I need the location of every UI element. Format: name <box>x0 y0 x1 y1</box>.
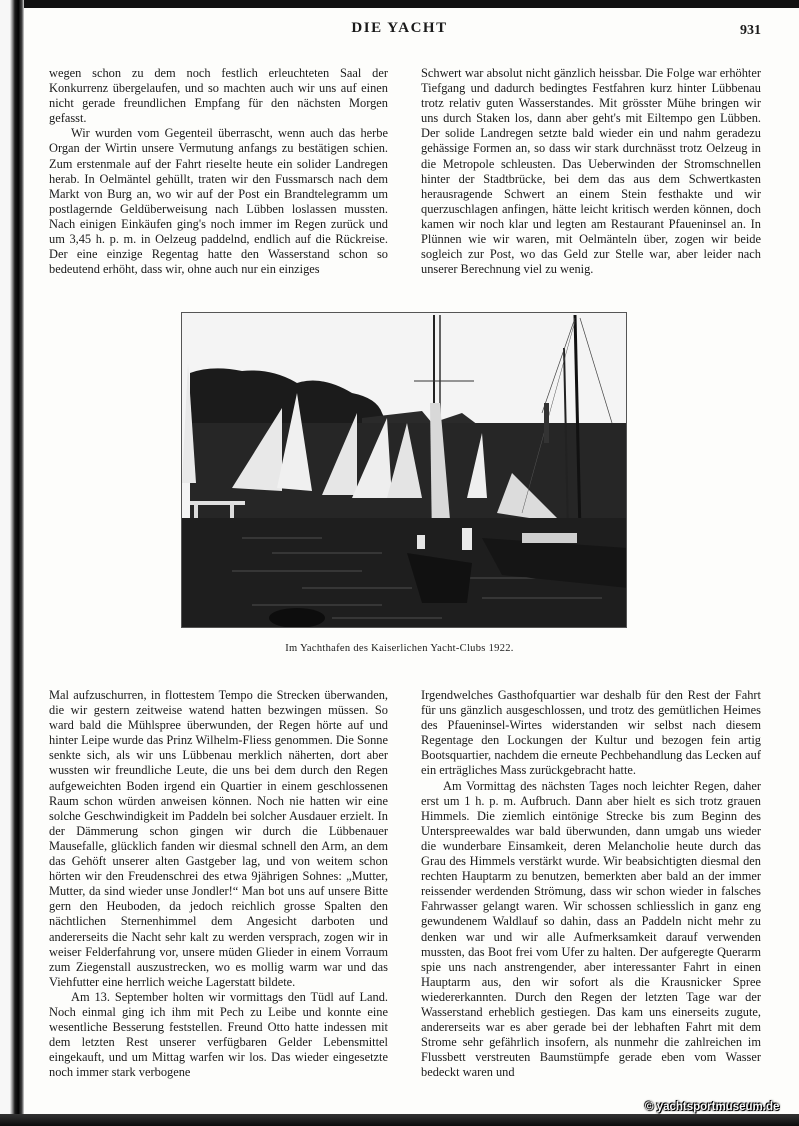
paragraph: Schwert war absolut nicht gänzlich heissbar. Die Folge war erhöhter Tiefgang und dadurch bedingtes Festfahren kurz hinter Lübbenau trotz relativ guten Wasserstandes. Mit grösster Mühe bringen wir uns durch Staken los, dann aber geht's mit Eiltempo gen Lübben. Der solide Landregen setzte bald wieder ein und nahm geradezu gehässige Formen an, so dass wir stark durchnässt trotz Oelzeug in die Metropole schleusten. Das Ueberwinden der Stromschnellen hinter der Stadtbrücke, bei dem das aus dem Schwertkasten herausragende Schwert an einem Stein festhakte und wir querzuschlagen anfingen, hätte leicht kritisch werden können, doch kamen wir noch klar und legten am Restaurant Pfaueninsel an. In Plünnen wie wir waren, mit Oelmänteln über, zogen wir beide sogleich zur Post, wo das Geld zur Stelle war, aber leider nach unserer Berechnung viel zu wenig. <box>421 66 761 277</box>
paragraph: Am Vormittag des nächsten Tages noch leichter Regen, daher erst um 1 h. p. m. Aufbruch. Dann aber hielt es sich trotz grauen Himmels. Die ziemlich eintönige Strecke bis zum Beginn des Unterspreewaldes war bald überwunden, dann umgab uns wieder die wunderbare Einsamkeit, deren Melancholie heute durch das Grau des Himmels verstärkt wurde. Wir beabsichtigten diesmal den rechten Hauptarm zu benutzen, bemerkten aber bald an der immer reissender werdenden Strömung, dass wir schon wieder in falsches Fahrwasser gelangt waren. Wir schossen schliesslich in ganz eng gewundenem Waldlauf so dahin, dass an Paddeln nicht mehr zu denken war und wir alle Aufmerksamkeit darauf verwenden mussten, das Boot frei vom Ufer zu halten. Der aufgeregte Querarm spie uns nach anstrengender, aber interessanter Fahrt in einen Hauptarm aus, den wir sofort als die Krausnicker Spree wiedererkannten. Durch den Regen der letzten Tage war der Wasserstand erheblich gestiegen. Das kam uns einerseits zugute, andererseits war es aber gerade bei der lebhaften Fahrt mit dem Strome sehr gefährlich insofern, als nunmehr die zahlreichen im Flussbett verstreuten Baumstümpfe gerade eben vom Wasser bedeckt waren und <box>421 778 761 1080</box>
binding-margin <box>0 0 10 1126</box>
yacht-harbor-photo-illustration <box>182 313 627 628</box>
paragraph: Wir wurden vom Gegenteil überrascht, wenn auch das herbe Organ der Wirtin unsere Vermutung anfangs zu bestätigen schien. Zum erstenmale auf der Fahrt rieselte heute ein solider Landregen herab. In Oelmäntel gehüllt, traten wir den Fussmarsch nach dem Markt von Burg an, wo wir auf der Post ein Brandtelegramm um postlagernde Geldüberweisung nach Lübben loslassen mussten. Nach einigen Einkäufen ging's noch immer im Regen zurück und um 3,45 h. p. m. in Oelzeug paddelnd, endlich auf die Rückreise. Der eine einzige Regentag hatte den Wasserstand schon so bedeutend erhöht, dass wir, ohne auch nur ein einziges <box>49 126 388 277</box>
book-binding-shadow <box>10 0 24 1126</box>
paragraph: Mal aufzuschurren, in flottestem Tempo die Strecken überwanden, die wir gestern zeitweise watend hatten bezwingen müssen. So ward bald die Mühlspree überwunden, der Regen hörte auf und hinter Leipe wurde das Prinz Wilhelm-Fliess genommen. Die Sonne senkte sich, als wir uns Lübbenau merklich näherten, dort aber wussten wir freundliche Leute, die uns bei dem durch den Regen aufgeweichten Boden irgend ein Quartier in einem geschlossenen Raum schon würden anweisen können. Noch nie hatten wir eine solche Geschwindigkeit im Paddeln bei solcher Ausdauer erzielt. In der Dämmerung schon gingen wir durch die Lübbenauer Mausefalle, glücklich fanden wir diesmal schnell den Arm, an dem das Gehöft unserer alten Gastgeber lag, und von weitem schon hörten wir den Freudenschrei des etwa 9jährigen Sohnes: „Mutter, Mutter, da sind wieder unse Jondler!“ Man bot uns auf unsere Bitte gern den Heuboden, da jedoch reichlich grosse Spalten den nächtlichen Sternenhimmel dem Angesicht darboten und andererseits die Nacht sehr kalt zu werden versprach, zogen wir in weiser Felderfahrung vor, unsere müden Glieder in einem Vorraum zum Ziegenstall auszustrecken, wo es mollig warm war und das Viehfutter eine herrlich weiche Lagerstatt bildete. <box>49 688 388 989</box>
column-bottom-left <box>49 688 388 1080</box>
scan-bottom-edge <box>0 1114 799 1126</box>
running-head-title: DIE YACHT <box>351 20 448 36</box>
paragraph: Irgendwelches Gasthofquartier war deshalb für den Rest der Fahrt für uns gänzlich ausgeschlossen, und trotz des gemütlichen Heimes des Pfaueninsel-Wirtes widerstanden wir selbst nach diesem Regentage den Lockungen der Kultur und bezogen fein artig Bootsquartier, nachdem die erneute Pechbehandlung das Lecken auf ein erträgliches Mass zurückgebracht hatte. <box>421 688 761 778</box>
page-number: 931 <box>740 23 761 38</box>
scan-top-edge <box>0 0 799 8</box>
paragraph: Am 13. September holten wir vormittags den Tüdl auf Land. Noch einmal ging ich ihm mit Pech zu Leibe und konnte eine wesentliche Besserung feststellen. Freund Otto hatte indessen mit dem letzten Rest unserer verfügbaren Gelder Lebensmittel eingekauft, und um Mittag warfen wir los. Das wieder eingesetzte noch immer stark verbogene <box>49 989 388 1080</box>
column-top-left <box>49 66 388 277</box>
column-top-right <box>421 66 761 277</box>
harbor-photograph <box>181 312 627 628</box>
figure-caption: Im Yachthafen des Kaiserlichen Yacht-Clubs 1922. <box>285 643 514 654</box>
column-bottom-right <box>421 688 761 1080</box>
paragraph: wegen schon zu dem noch festlich erleuchteten Saal der Konkurrenz übergelaufen, und so machten auch wir uns auf einen nicht gerade freundlichen Empfang für den nächsten Morgen gefasst. <box>49 66 388 126</box>
copyright-watermark: © yachtsportmuseum.de <box>645 1101 780 1113</box>
